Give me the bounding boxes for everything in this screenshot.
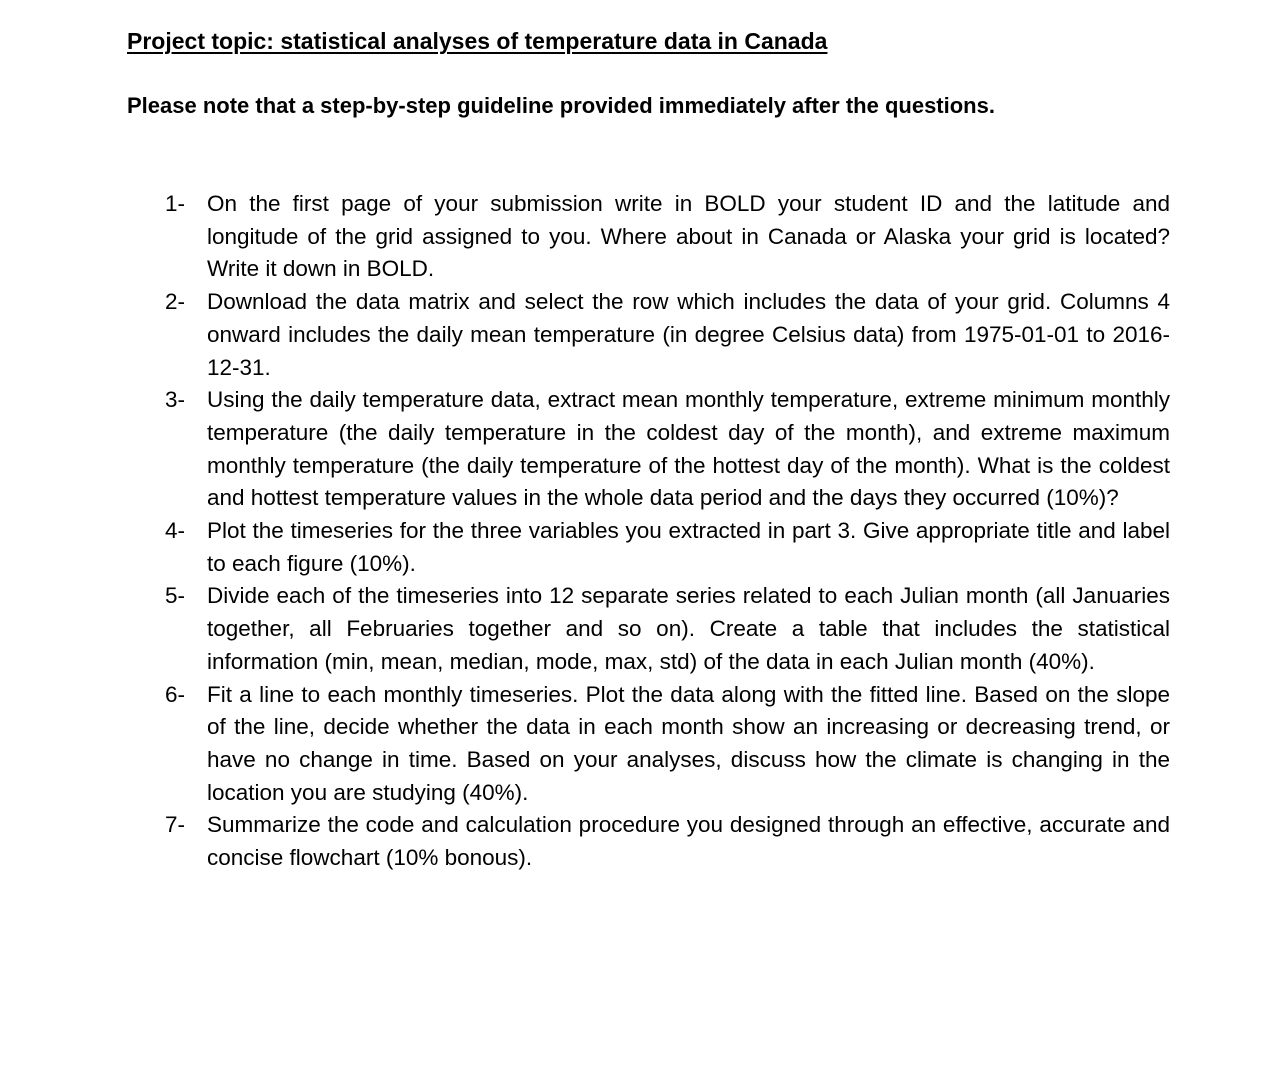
page-title: Project topic: statistical analyses of temperature data in Canada [127, 28, 828, 54]
question-text: Divide each of the timeseries into 12 separate series related to each Julian month (all Januaries together, all Februaries together and so on). Create a table that includes the statistical information (min, mean, median, mode, max, std) of the data in each Julian month (40%). [207, 583, 1170, 674]
question-item-6 [165, 679, 1170, 810]
question-item-1 [165, 188, 1170, 286]
question-number: 1- [165, 191, 186, 216]
question-text: Plot the timeseries for the three variables you extracted in part 3. Give appropriate title and label to each figure (10%). [207, 518, 1170, 576]
guideline-note: Please note that a step-by-step guideline provided immediately after the questions. [127, 93, 995, 118]
question-number: 2- [165, 289, 186, 315]
question-text: Using the daily temperature data, extract mean monthly temperature, extreme minimum monthly temperature (the daily temperature in the coldest day of the month), and extreme maximum monthly temperature (the daily temperature of the hottest day of the month). What is the coldest and hottest temperature values in the whole data period and the days they occurred (10%)? [207, 387, 1170, 511]
question-number: 5- [165, 583, 186, 609]
question-item-7 [165, 809, 1170, 874]
question-number: 7- [165, 812, 186, 838]
question-item-3 [165, 384, 1170, 515]
question-number: 3- [165, 387, 186, 413]
question-text: Fit a line to each monthly timeseries. Plot the data along with the fitted line. Based on the slope of the line, decide whether the data in each month show an increasing or decreasing trend, or have no change in time. Based on your analyses, discuss how the climate is changing in the location you are studying (40%). [207, 681, 1170, 805]
question-number: 6- [165, 681, 186, 707]
question-text: On the first page of your submission write in BOLD your student ID and the latitude and longitude of the grid assigned to you. Where about in Canada or Alaska your grid is located? Write it down in BOLD. [207, 191, 1170, 282]
question-text: Download the data matrix and select the row which includes the data of your grid. Columns 4 onward includes the daily mean temperature (in degree Celsius data) from 1975-01-01 to 2016-12-31. [207, 289, 1170, 380]
question-number: 4- [165, 518, 186, 544]
question-text: Summarize the code and calculation procedure you designed through an effective, accurate and concise flowchart (10% bonous). [207, 812, 1170, 871]
question-item-5 [165, 580, 1170, 678]
question-list [165, 188, 1170, 875]
question-item-4 [165, 515, 1170, 580]
question-item-2 [165, 286, 1170, 384]
